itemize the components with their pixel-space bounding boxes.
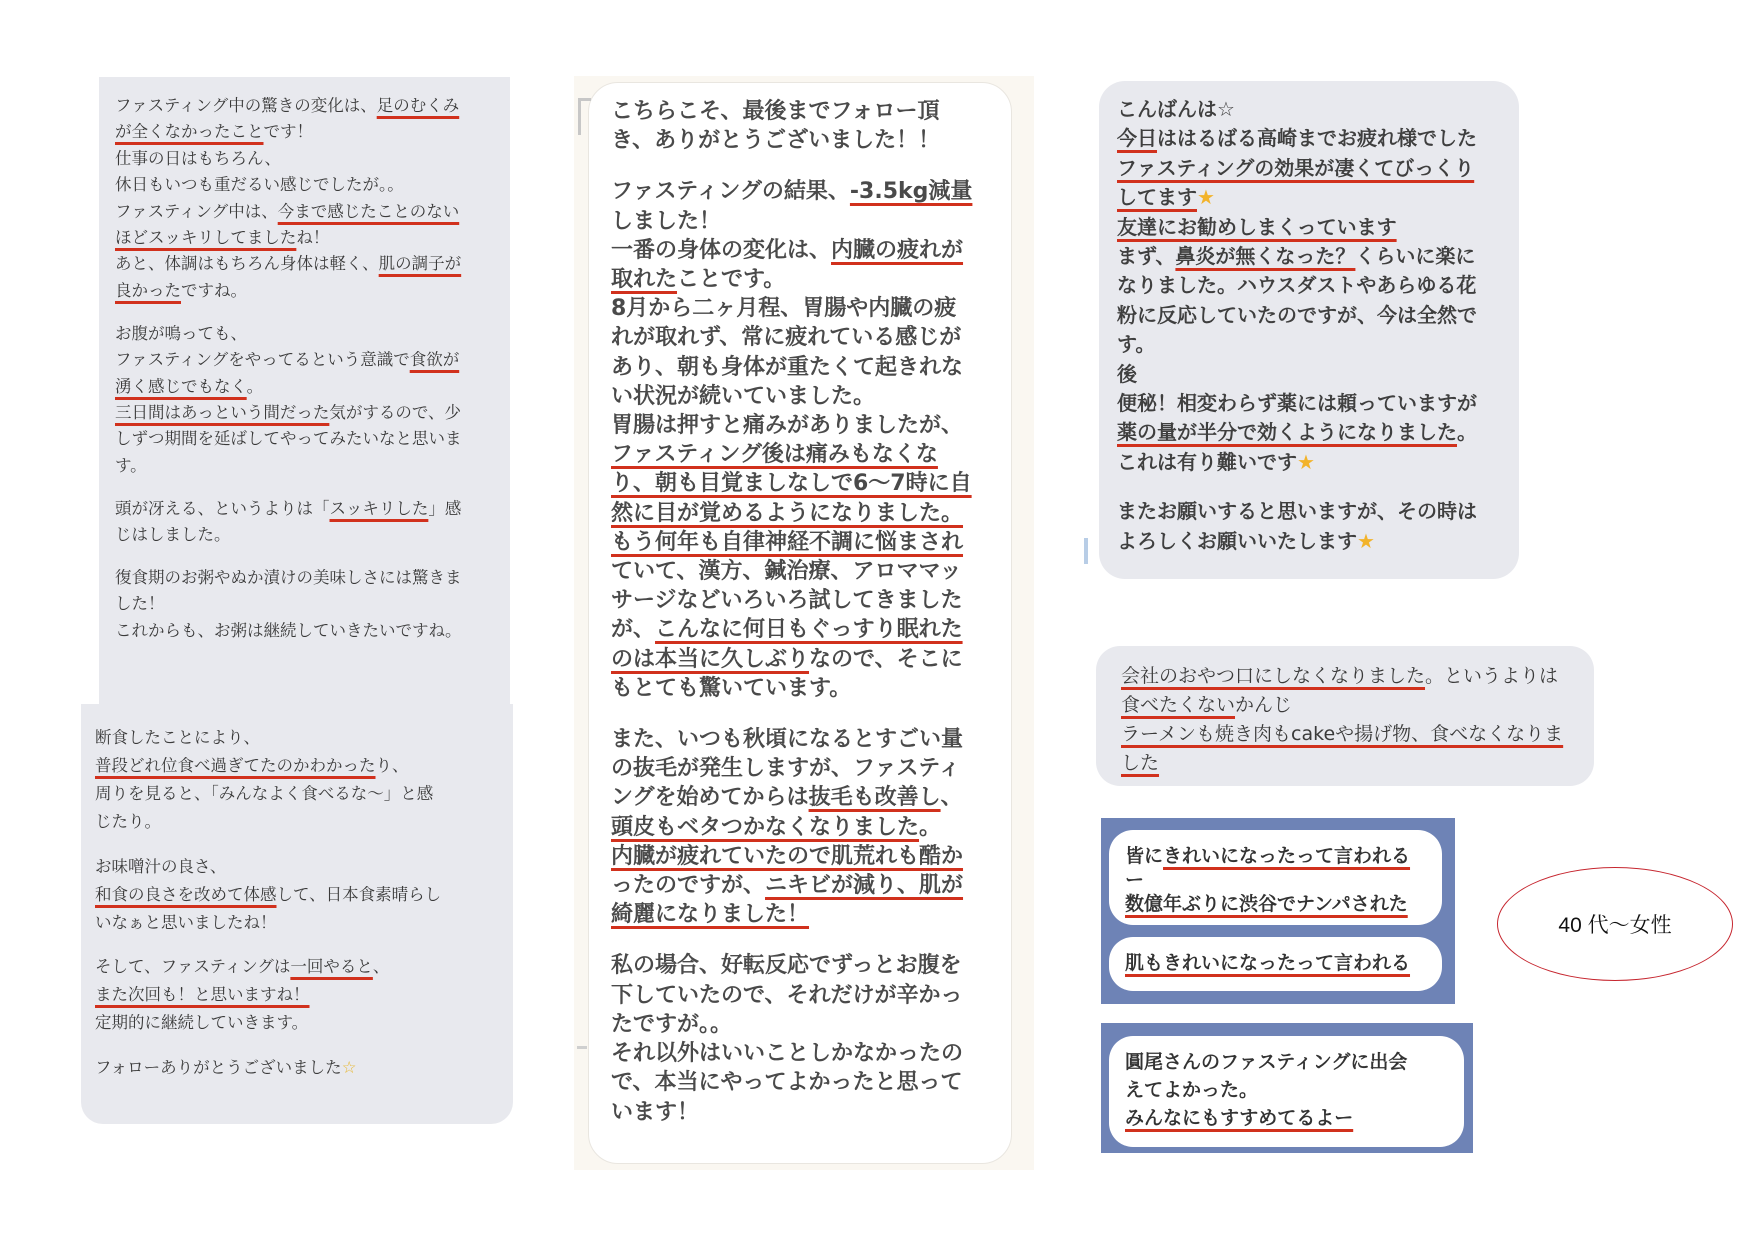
chat-bubble-2 [1109,937,1442,991]
text-line [1125,868,1442,892]
text-line [115,591,510,617]
text-line [115,93,510,119]
highlighted-text: 数億年ぶりに渋谷でナンパされた [1125,893,1408,915]
text-line [611,703,1011,725]
text-segment: ファスティング中は、 [115,201,278,221]
highlighted-text: 肌もきれいになったって言われる [1125,952,1411,974]
testimonial-card-1 [99,77,510,707]
text-line [611,783,1011,812]
highlighted-text: 食欲が [409,350,460,370]
highlighted-text: 抜毛も改善し [808,785,941,811]
text-line [1117,418,1519,447]
text-segment: ファスティングの結果、 [611,179,850,205]
text-line [1117,301,1519,330]
text-segment: す。 [1117,332,1156,357]
highlighted-text: もう何年も自律神経不調に悩まされ [611,529,964,555]
text-segment: じはしました。 [115,525,231,545]
text-segment: ね！ [296,228,330,248]
text-line [611,177,1011,206]
text-line [1125,892,1442,916]
text-segment: 休日もいつも重だるい感じでしたが。。 [115,175,404,195]
text-segment: ははるばる高崎までお疲れ様でした [1157,126,1477,151]
text-segment: 定期的に継続していきます。 [95,1013,309,1032]
text-line [1125,1076,1464,1104]
text-segment: また、いつも秋頃になるとすごい量 [611,727,964,753]
text-segment: 頭が冴える、というよりは「 [115,498,330,518]
text-line [611,1068,1011,1097]
text-line [95,981,513,1009]
text-segment: お腹が鳴っても、 [115,323,247,343]
text-line [95,953,513,981]
text-line [1117,213,1519,242]
highlighted-text: 三日間はあっという間だった [115,402,330,422]
text-line [611,236,1011,265]
text-segment: 下していたので、それだけが辛かっ [611,982,963,1008]
text-segment: えてよかった。 [1125,1079,1259,1101]
text-line [611,725,1011,754]
text-segment: して、日本食素晴らし [276,884,442,904]
text-segment: います！ [611,1099,700,1125]
text-segment: 私の場合、好転反応でずっとお腹を [611,953,962,979]
age-group-label-text: 40 代〜女性 [1558,914,1672,937]
text-segment: 。 [246,376,264,396]
text-line [95,853,513,881]
text-line [115,565,510,591]
chat-bubble-1 [1109,830,1442,925]
text-segment: 皆に [1125,845,1164,867]
star-icon: ★ [1297,449,1315,474]
highlighted-text: 和食の良さを改めて体感 [95,884,277,904]
text-line [611,155,1011,177]
text-segment: これは有り難いです [1117,449,1297,474]
text-segment: ことです。 [677,267,786,293]
text-line [115,496,510,522]
text-segment: が、 [611,617,656,643]
text-segment: り、 [375,756,409,775]
testimonial-card-3 [588,82,1012,1164]
highlighted-text: 内臓が疲れていたので肌荒れも酷か [611,843,964,869]
star-icon: ★ [1197,185,1215,210]
text-segment: なので、そこに [809,646,963,672]
text-segment: 粉に反応していたのですが、今は全然で [1117,302,1477,327]
text-line [611,1039,1011,1068]
text-segment: しずつ期間を延ばしてやってみたいなと思いま [115,429,462,449]
text-segment: 、 [940,785,963,811]
text-line [115,199,510,225]
highlighted-text: 綺麗になりました！ [611,902,810,928]
highlighted-text: 鼻炎が無くなった？ [1175,244,1356,269]
text-line [1121,691,1594,720]
highlighted-text: 今日 [1117,126,1157,151]
text-line [611,126,1011,155]
text-segment: まず、 [1117,244,1176,269]
text-line [611,754,1011,783]
text-segment: 8月から二ヶ月程、胃腸や内臓の疲 [611,296,957,322]
text-line [1117,124,1519,153]
text-line [115,278,510,304]
text-line [611,323,1011,352]
highlighted-text: してます [1117,185,1197,210]
highlighted-text: 今まで感じたことのない [277,201,460,221]
text-segment: ファスティングをやってるという意識で [115,350,410,370]
text-line [115,453,510,479]
text-line [115,618,510,644]
text-line [95,937,513,954]
text-segment: 一番の身体の変化は、 [611,237,832,263]
text-line [115,426,510,452]
quote-mark-icon [578,98,591,135]
text-segment: ングを始めてからは [611,785,809,811]
text-line [1117,477,1519,497]
text-line [1117,389,1519,418]
text-segment: 胃腸は押すと痛みがありましたが、 [611,413,964,439]
highlighted-text: 内臓の疲れが [831,237,964,263]
highlighted-text: のは本当に久しぶり [611,646,810,672]
text-line [95,1054,513,1082]
age-group-label [1497,867,1733,981]
text-segment: フォローありがとうございました [95,1057,342,1077]
text-line [611,382,1011,411]
highlighted-text: 肌の調子が [378,254,462,274]
text-line [1117,330,1519,359]
text-segment: よろしくお願いいたします [1117,528,1357,553]
highlighted-text: スッキリした [329,498,429,518]
text-line [611,440,1011,469]
text-line [115,347,510,373]
text-line [115,321,510,347]
text-segment: き、ありがとうございました！！ [611,128,941,154]
text-line [611,981,1011,1010]
text-line [611,294,1011,323]
text-line [1125,1104,1464,1132]
highlighted-text: 頭皮もベタつかなくなりました [611,814,920,840]
text-line [95,1009,513,1037]
text-line [95,752,513,780]
highlighted-text: 然に目が覚めるようになりました。 [611,500,964,526]
highlighted-text: こんなに何日もぐっすり眠れた [655,617,963,643]
text-line [1117,448,1519,477]
text-segment: ー [1125,869,1145,891]
text-segment: こんばんは☆ [1117,97,1235,121]
text-line [115,374,510,400]
text-line [611,674,1011,703]
highlighted-text: 薬の量が半分で効くようになりました [1117,420,1457,445]
text-line [95,836,513,853]
star-icon: ★ [1357,528,1375,553]
text-segment: 便秘！相変わらず薬には頼っていますが [1117,391,1477,416]
text-line [95,1037,513,1054]
text-line [1117,271,1519,300]
text-segment: ですね。 [181,280,247,300]
highlighted-text: ファスティング後は痛みもなくな [611,442,938,468]
text-segment: 。 [1457,420,1477,445]
text-segment: した！ [115,594,165,614]
text-line [95,780,513,808]
text-line [611,469,1011,498]
text-line [95,881,513,909]
text-line [611,813,1011,842]
highlighted-text: 友達にお勧めしまくっています [1117,214,1397,239]
highlighted-text: した [1121,752,1160,774]
text-segment: 」感 [428,498,462,518]
text-segment: たですが。。 [611,1011,733,1037]
text-line [611,265,1011,294]
text-line [115,119,510,145]
highlighted-text: 会社のおやつ口にしなくなりました [1121,665,1426,687]
text-segment: かんじ [1235,694,1293,716]
text-segment: これからも、お粥は継続していきたいですね。 [115,620,462,640]
text-line [1117,527,1519,556]
text-line [1117,360,1519,389]
text-line [611,499,1011,528]
highlighted-text: 良かった [115,280,181,300]
testimonial-card-2 [81,704,513,1124]
highlighted-text: 一回やると [290,957,373,976]
highlighted-text: 取れた [611,267,678,293]
text-segment: で、本当にやってよかったと思って [611,1070,963,1096]
text-line [1117,242,1519,271]
text-segment: こちらこそ、最後までフォロー頂 [611,99,940,124]
highlighted-text: 普段どれ位食べ過ぎてたのかわかった [95,756,376,775]
text-line [611,900,1011,929]
text-line [611,615,1011,644]
text-segment: 。 [919,814,942,840]
text-line [1125,1048,1464,1076]
text-segment: 断食したことにより、 [95,728,260,747]
highlighted-text: また次回も！と思いますね！ [95,985,310,1004]
highlighted-text: 食べたくない [1121,694,1236,716]
text-line [611,411,1011,440]
testimonial-card-4 [1099,81,1519,579]
text-segment: 仕事の日はもちろん、 [115,148,281,168]
chat-bubble-3 [1109,1036,1464,1147]
text-segment: れが取れず、常に疲れている感じが [611,325,962,351]
text-line [1117,95,1519,124]
star-icon: ☆ [341,1057,357,1077]
text-segment: サージなどいろいろ試してきました [611,588,963,614]
text-line [611,586,1011,615]
highlighted-text: り、朝も目覚ましなしで6〜7時に自 [611,471,972,497]
text-segment: もとても驚いています。 [611,675,852,701]
text-line [95,808,513,836]
highlighted-text: みんなにもすすめてるよー [1125,1107,1354,1129]
text-segment: 周りを見ると、「みんなよく食べるな〜」と感 [95,784,434,803]
text-line [1117,497,1519,526]
text-line [611,557,1011,586]
text-segment: ったのですが、 [611,873,766,899]
text-segment: くらいに楽に [1355,244,1476,269]
text-segment: ていて、漢方、鍼治療、アロママッ [611,559,962,585]
divider [577,1046,587,1049]
text-line [115,522,510,548]
text-line [115,225,510,251]
text-segment: です！ [263,122,313,142]
text-segment: あり、朝も身体が重たくて起きれな [611,354,964,380]
text-line [611,842,1011,871]
text-segment: またお願いすると思いますが、その時は [1117,499,1477,524]
text-line [115,549,510,566]
text-segment: なりました。ハウスダストやあらゆる花 [1117,273,1477,298]
text-segment: それ以外はいいことしかなかったの [611,1041,964,1067]
text-segment: の抜毛が発生しますが、ファスティ [611,756,961,782]
text-segment: 圓尾さんのファスティングに出会 [1125,1051,1408,1073]
text-line [611,929,1011,951]
text-line [115,172,510,198]
text-line [115,400,510,426]
text-segment: 後 [1117,361,1137,386]
scroll-indicator [1084,538,1088,564]
text-line [1125,951,1442,975]
highlighted-text: ニキビが減り、肌が [765,873,964,899]
highlighted-text: -3.5kg減量 [849,179,973,205]
text-line [1117,154,1519,183]
highlighted-text: ファスティングの効果が凄くてびっくり [1117,155,1475,180]
highlighted-text: が全くなかったこと [115,122,264,142]
text-segment: お味噌汁の良さ、 [95,856,227,876]
text-segment: いなぁと思いましたね！ [95,912,277,932]
text-line [611,951,1011,980]
text-segment: 。というよりは [1425,665,1559,687]
text-line [115,479,510,496]
text-line [611,645,1011,674]
text-line [115,304,510,321]
text-segment: じたり。 [95,812,161,831]
text-line [611,353,1011,382]
text-line [611,1010,1011,1039]
text-line [611,207,1011,236]
text-segment: そして、ファスティングは [95,957,291,976]
highlighted-text: 湧く感じでもなく [115,376,247,396]
text-line [1117,183,1519,212]
text-line [115,251,510,277]
text-segment: 復食期のお粥やぬか漬けの美味しさには驚きま [115,568,462,587]
highlighted-text: ほどスッキリしてました [115,228,297,248]
text-line [95,909,513,937]
highlighted-text: ラーメンも焼き肉もcakeや揚げ物、食べなくなりま [1121,723,1564,745]
text-segment: あと、体調はもちろん身体は軽く、 [115,254,379,274]
text-line [1125,844,1442,868]
highlighted-text: きれいになったって言われる [1163,845,1411,867]
text-line [611,97,1011,126]
text-line [1121,720,1594,749]
text-line [611,528,1011,557]
text-segment: 、 [372,957,390,976]
text-line [1121,662,1594,691]
highlighted-text: 足のむくみ [376,96,460,115]
text-segment: ファスティング中の驚きの変化は、 [115,96,377,115]
text-segment: 気がするので、少 [329,402,462,422]
text-segment: い状況が続いていました。 [611,383,876,409]
text-line [115,146,510,172]
text-line [611,1098,1011,1127]
text-segment: しました！ [611,208,722,234]
testimonial-card-5 [1096,646,1594,786]
text-line [611,871,1011,900]
text-line [95,724,513,752]
text-segment: す。 [115,455,147,475]
text-line [1121,749,1594,778]
